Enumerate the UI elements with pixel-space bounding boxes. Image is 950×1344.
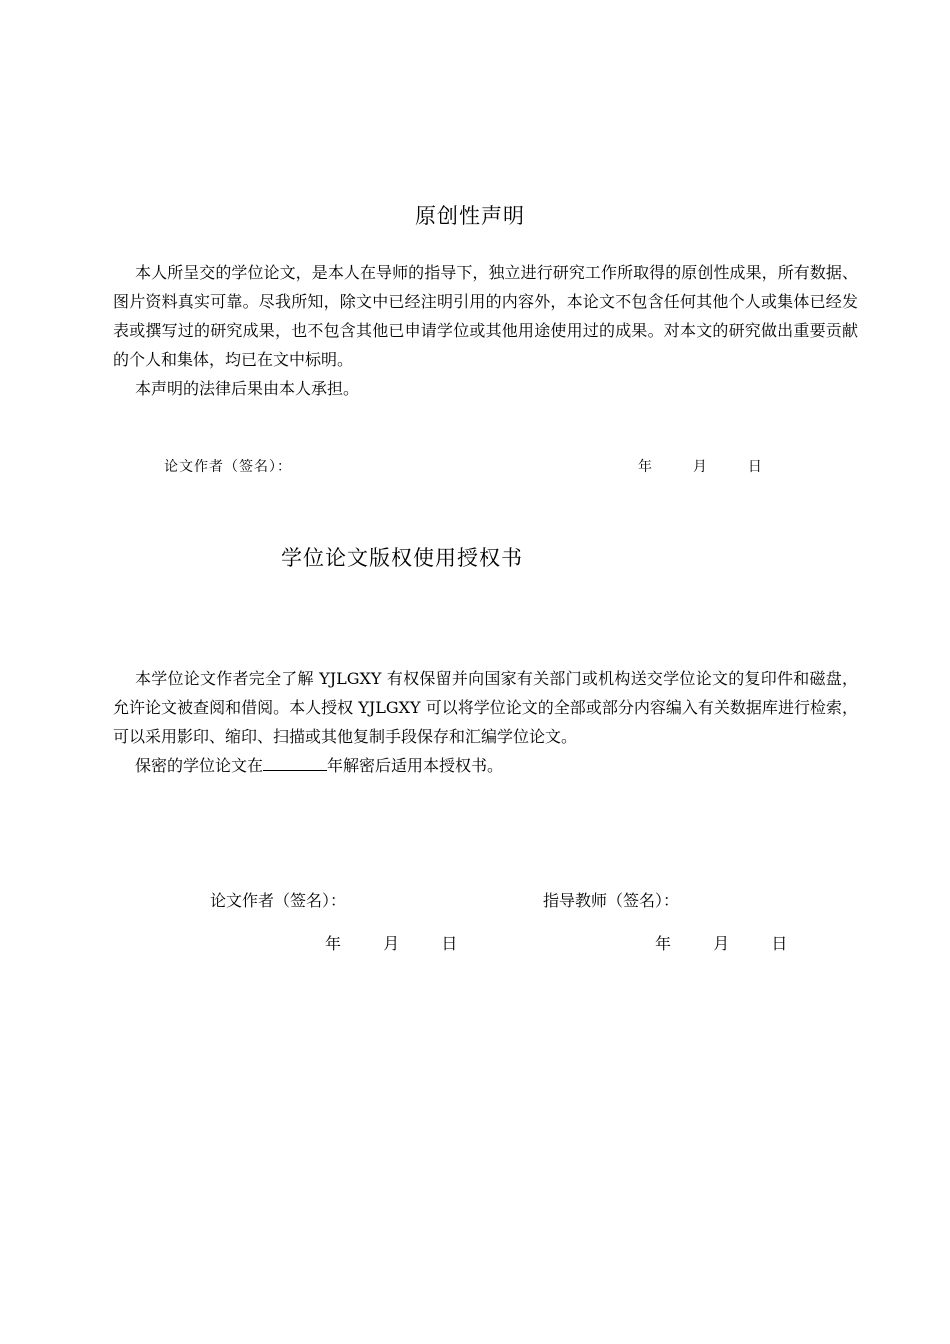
- date-year: 年: [638, 459, 653, 475]
- confidential-years-blank: [263, 756, 327, 771]
- date-month: 月: [383, 934, 400, 953]
- date-day: 日: [441, 934, 458, 953]
- authorization-paragraph-2: [113, 751, 858, 780]
- confidential-text-after: 年解密后适用本授权书。: [327, 756, 504, 775]
- confidential-text-before: 保密的学位论文在: [135, 756, 264, 775]
- originality-paragraph-1: 本人所呈交的学位论文，是本人在导师的指导下，独立进行研究工作所取得的原创性成果，所有数据、图片资料真实可靠。尽我所知，除文中已经注明引用的内容外，本论文不包含任何其他个人或集体已经发表或撰写过的研究成果，也不包含其他已申请学位或其他用途使用过的成果。对本文的研究做出重要贡献的个人和集体，均已在文中标明。: [113, 263, 858, 369]
- originality-signature-label: 论文作者（签名）：: [164, 459, 292, 475]
- date-month: 月: [713, 934, 730, 953]
- author-signature-label: 论文作者（签名）：: [210, 891, 347, 910]
- date-day: 日: [747, 459, 763, 475]
- originality-paragraph-2: 本声明的法律后果由本人承担。: [135, 379, 360, 398]
- date-day: 日: [771, 934, 788, 953]
- author-date: [325, 931, 457, 954]
- authorization-body: [113, 664, 858, 780]
- originality-body: [113, 258, 858, 403]
- date-month: 月: [692, 459, 708, 475]
- advisor-signature-label: 指导教师（签名）：: [543, 891, 680, 910]
- date-year: 年: [325, 934, 342, 953]
- advisor-date: [655, 931, 787, 954]
- originality-date: [638, 456, 763, 476]
- originality-title: 原创性声明: [415, 204, 525, 228]
- authorization-title: 学位论文版权使用授权书: [281, 546, 523, 570]
- date-year: 年: [655, 934, 672, 953]
- authorization-paragraph-1: 本学位论文作者完全了解 YJLGXY 有权保留并向国家有关部门或机构送交学位论文的复印件和磁盘，允许论文被查阅和借阅。本人授权 YJLGXY 可以将学位论文的全部或部分内容编入有关数据库进行检索，可以采用影印、缩印、扫描或其他复制手段保存和汇编学位论文。: [113, 669, 858, 746]
